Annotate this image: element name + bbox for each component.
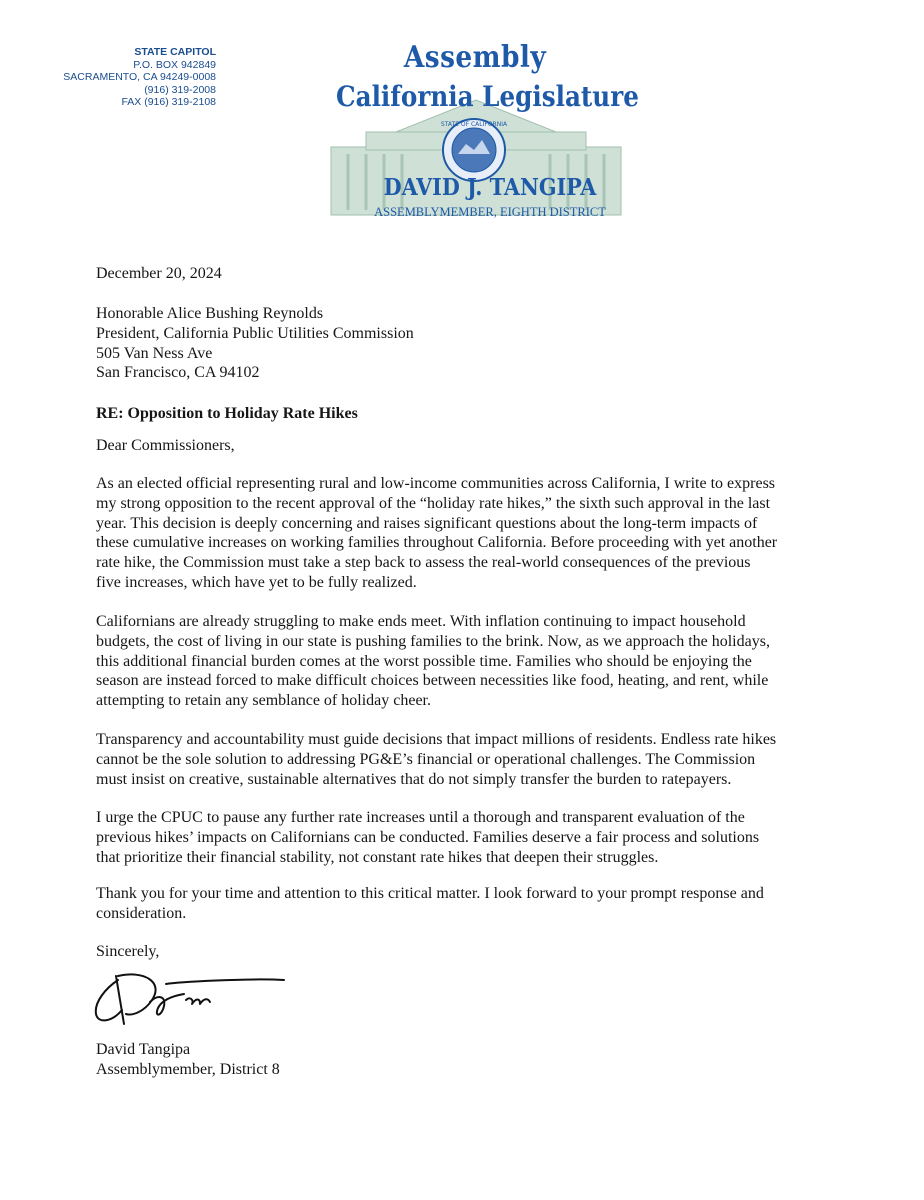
body-paragraph xyxy=(96,730,824,789)
paragraph-line: these cumulative increases on working families throughout California. Before proceeding with yet another xyxy=(96,534,778,552)
address-line: STATE CAPITOL xyxy=(134,46,216,58)
paragraph-line: As an elected official representing rural and low-income communities across California, I write to express xyxy=(96,475,776,492)
body-paragraph xyxy=(96,612,824,711)
address-line: SACRAMENTO, CA 94249-0008 xyxy=(63,71,216,83)
paragraph-line: I urge the CPUC to pause any further rate increases until a thorough and transparent evaluation of the xyxy=(96,809,745,826)
address-line: P.O. BOX 942849 xyxy=(133,58,216,71)
address-line: FAX (916) 319-2108 xyxy=(121,96,216,108)
paragraph-line: attempting to retain any semblance of holiday cheer. xyxy=(96,692,431,710)
seal-text: STATE OF CALIFORNIA xyxy=(440,121,508,128)
paragraph-line: consideration. xyxy=(96,904,187,922)
office-address xyxy=(56,46,216,109)
paragraph-line: rate hike, the Commission must take a step back to assess the real-world consequences of the previous xyxy=(96,554,751,572)
closing: Sincerely, xyxy=(96,943,160,960)
paragraph-line: Transparency and accountability must guide decisions that impact millions of residents. Endless rate hikes xyxy=(96,731,777,748)
paragraph-line: previous hikes’ impacts on Californians can be conducted. Families deserve a fair process and solutions xyxy=(96,828,760,846)
body-paragraph xyxy=(96,884,824,924)
paragraph-line: must insist on creative, sustainable alternatives that do not simply transfer the burden to ratepayers. xyxy=(96,770,732,788)
assemblymember-name: DAVID J. TANGIPA xyxy=(383,174,597,201)
paragraph-line: that prioritize their financial stability, not constant rate hikes that deepen their struggles. xyxy=(96,848,659,866)
signer-block xyxy=(96,1040,280,1080)
paragraph-line: season are instead forced to make difficult choices between necessities like food, heating, and rent, while xyxy=(96,672,769,690)
body-paragraph xyxy=(96,808,824,867)
recipient-line: Honorable Alice Bushing Reynolds xyxy=(96,305,324,322)
recipient-line: San Francisco, CA 94102 xyxy=(96,364,260,382)
paragraph-line: budgets, the cost of living in our state is pushing families to the brink. Now, as we approach the holidays, xyxy=(96,632,770,650)
salutation: Dear Commissioners, xyxy=(96,437,235,454)
recipient-block xyxy=(96,304,414,383)
assemblymember-title: ASSEMBLYMEMBER, EIGHTH DISTRICT xyxy=(374,205,606,219)
paragraph-line: my strong opposition to the recent approval of the “holiday rate hikes,” the sixth such approval in the last xyxy=(96,494,771,512)
paragraph-line: Californians are already struggling to make ends meet. With inflation continuing to impact household xyxy=(96,613,746,630)
paragraph-line: Thank you for your time and attention to this critical matter. I look forward to your prompt response and xyxy=(96,885,764,902)
letterhead-title-legislature: California Legislature xyxy=(336,80,639,113)
signer-title: Assemblymember, District 8 xyxy=(96,1060,280,1078)
handwritten-signature xyxy=(88,966,288,1032)
body-paragraph xyxy=(96,474,824,593)
paragraph-line: five increases, which have yet to be fully realized. xyxy=(96,573,417,591)
paragraph-line: this additional financial burden comes at the worst possible time. Families who should be enjoying the xyxy=(96,652,752,670)
paragraph-line: year. This decision is deeply concerning and raises significant questions about the long-term impacts of xyxy=(96,514,758,532)
letter-subject: RE: Opposition to Holiday Rate Hikes xyxy=(96,405,358,422)
recipient-line: President, California Public Utilities Commission xyxy=(96,324,414,342)
recipient-line: 505 Van Ness Ave xyxy=(96,344,213,362)
address-line: (916) 319-2008 xyxy=(144,83,216,96)
signer-name: David Tangipa xyxy=(96,1041,191,1058)
letterhead-title-assembly: Assembly xyxy=(403,40,547,75)
paragraph-line: cannot be the sole solution to addressing PG&E’s financial or operational challenges. The Commission xyxy=(96,750,756,768)
letter-date: December 20, 2024 xyxy=(96,265,222,282)
